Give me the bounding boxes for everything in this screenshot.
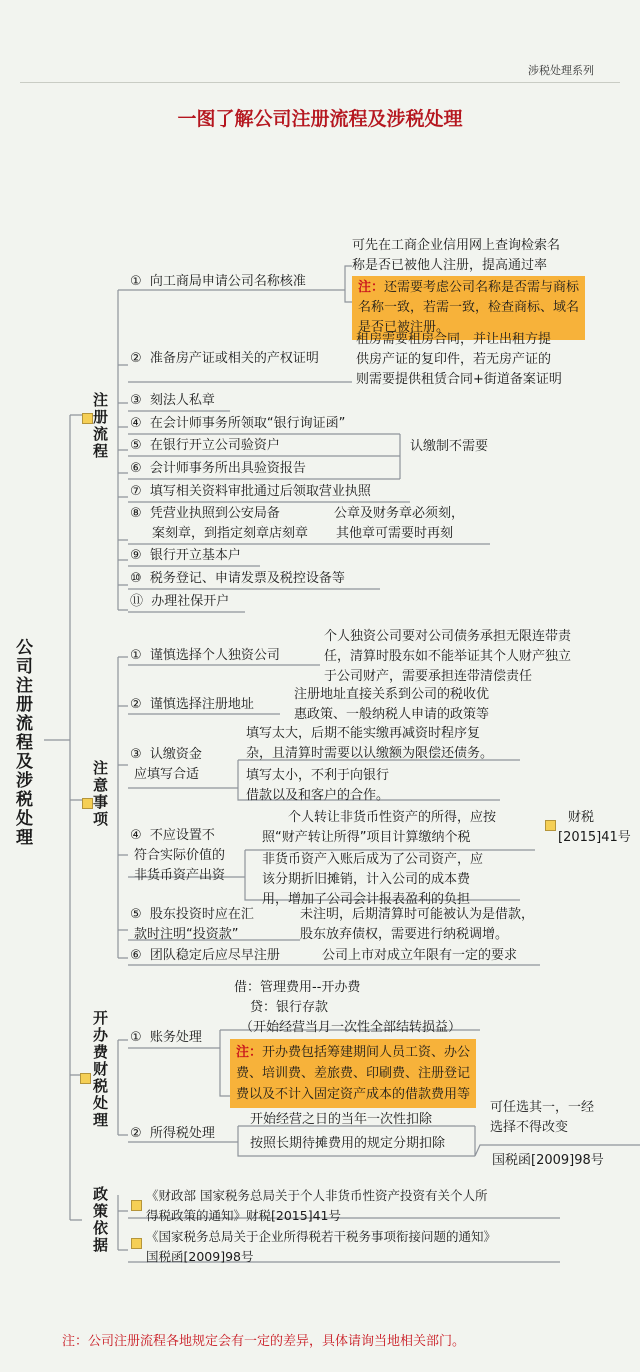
team-detail: 公司上市对成立年限有一定的要求 (322, 948, 518, 963)
tax-option-a: 开始经营之日的当年一次性扣除 (250, 1112, 433, 1127)
reg-item-9: ⑨ 银行开立基本户 (130, 548, 241, 563)
section-title-registration: 注册流程 (91, 392, 109, 460)
too-small-detail: 填写太小，不利于向银行 借款以及和客户的合作。 (246, 768, 390, 803)
section-title-startup: 开办费财税处理 (91, 1010, 109, 1129)
section-title-notes: 注意事项 (91, 760, 109, 828)
reg-item-2: ② 准备房产证或相关的产权证明 (130, 351, 319, 366)
startup-item-2: ② 所得税处理 (130, 1126, 215, 1141)
notes-item-6: ⑥ 团队稳定后应尽早注册 (130, 948, 280, 963)
root-title: 公司注册流程及涉税处理 (12, 638, 32, 847)
footer-note: 注：公司注册流程各地规定会有一定的差异，具体请询当地相关部门。 (62, 1334, 466, 1349)
notes-item-3: ③ 认缴资金 应填写合适 (130, 747, 202, 782)
reg-item-11: ⑪ 办理社保开户 (130, 594, 230, 609)
reg-item-7: ⑦ 填写相关资料审批通过后领取营业执照 (130, 484, 371, 499)
tax-option-b: 按照长期待摊费用的规定分期扣除 (250, 1136, 446, 1151)
notes-item-2: ② 谨慎选择注册地址 (130, 697, 254, 712)
address-detail: 注册地址直接关系到公司的税收优 惠政策、一般纳税人申请的政策等 (294, 687, 490, 722)
reg-item-4: ④ 在会计师事务所领取“银行询证函” (130, 416, 346, 431)
non-cash-ref: 财税 [2015]41号 (558, 810, 631, 845)
reg-item-3: ③ 刻法人私章 (130, 393, 215, 408)
reg-item-5: ⑤ 在银行开立公司验资户 (130, 438, 280, 453)
flag-icon (131, 1238, 142, 1249)
too-big-detail: 填写太大，后期不能实缴再减资时程序复 杂，且清算时需要以认缴额为限偿还债务。 (246, 726, 494, 761)
policy-item-2: 《国家税务总局关于企业所得税若干税务事项衔接问题的通知》 国税函[2009]98号 (146, 1229, 497, 1264)
non-cash-asset-detail: 非货币资产入账后成为了公司资产，应 该分期折旧摊销，计入公司的成本费 用，增加了公司会计报表盈利的负担 (262, 852, 484, 907)
notes-item-1: ① 谨慎选择个人独资公司 (130, 648, 280, 663)
reg-item-8: ⑧ 凭营业执照到公安局备 案刻章，到指定刻章店刻章 (130, 506, 309, 541)
non-cash-tax-detail: 个人转让非货币性资产的所得，应按 照“财产转让所得”项目计算缴纳个税 (262, 810, 497, 845)
seal-detail: 公章及财务章必须刻， 其他章可需要时再刻 (334, 506, 465, 541)
policy-item-1: 《财政部 国家税务总局关于个人非货币性资产投资有关个人所 得税政策的通知》财税[2015]41号 (146, 1188, 488, 1223)
header-divider (20, 82, 620, 83)
tax-choice-detail: 可任选其一，一经 选择不得改变 (490, 1100, 595, 1135)
startup-note: 注：开办费包括筹建期间人员工资、办公 费、培训费、差旅费、印刷费、注册登记 费以及不计入固定资产成本的借款费用等 (230, 1039, 476, 1108)
section-title-policy: 政策依据 (91, 1186, 109, 1254)
name-check-detail: 可先在工商企业信用网上查询检索名 称是否已被他人注册，提高通过率 (352, 238, 561, 273)
reg-item-10: ⑩ 税务登记、申请发票及税控设备等 (130, 571, 345, 586)
notes-item-5: ⑤ 股东投资时应在汇 款时注明“投资款” (130, 907, 254, 942)
startup-item-1: ① 账务处理 (130, 1030, 202, 1045)
property-detail: 租房需要租房合同，并让出租方提 供房产证的复印件，若无房产证的 则需要提供租赁合同+街道备案证明 (356, 332, 562, 387)
notes-item-4: ④ 不应设置不 符合实际价值的 非货币资产出资 (130, 828, 226, 883)
sole-detail: 个人独资公司要对公司债务承担无限连带责 任，清算时股东如不能举证其个人财产独立 于公司财产，需要承担连带清偿责任 (324, 629, 572, 684)
reg-item-1: ① 向工商局申请公司名称核准 (130, 274, 306, 289)
capital-detail: 认缴制不需要 (410, 439, 489, 454)
tax-ref: 国税函[2009]98号 (492, 1153, 604, 1168)
name-check-note: 注：还需要考虑公司名称是否需与商标 名称一致，若需一致，检查商标、域名 是否已被注册。 (352, 276, 585, 340)
accounting-entry: 借：管理费用--开办费 贷：银行存款 （开始经营当月一次性全部结转损益） (234, 980, 462, 1035)
series-label: 涉税处理系列 (528, 64, 594, 77)
flag-icon (131, 1200, 142, 1211)
flag-icon (545, 820, 556, 831)
page-title: 一图了解公司注册流程及涉税处理 (177, 108, 463, 130)
reg-item-6: ⑥ 会计师事务所出具验资报告 (130, 461, 306, 476)
invest-detail: 未注明，后期清算时可能被认为是借款， 股东放弃债权，需要进行纳税调增。 (300, 907, 535, 942)
